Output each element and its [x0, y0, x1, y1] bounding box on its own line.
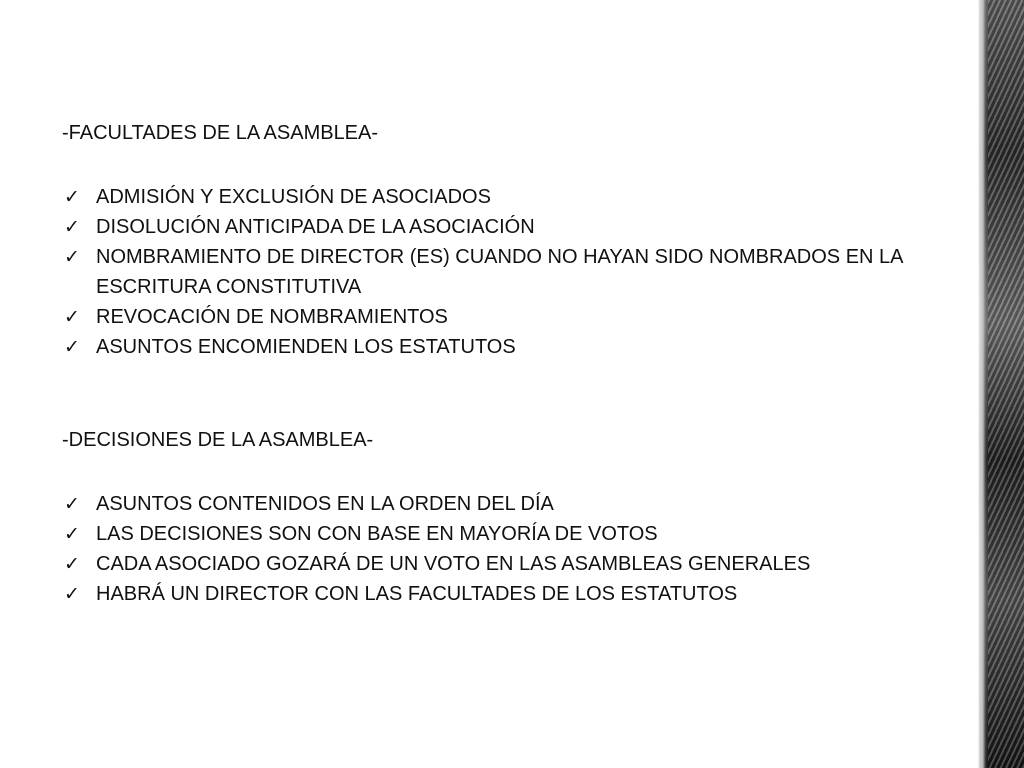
list-item-text: NOMBRAMIENTO DE DIRECTOR (ES) CUANDO NO HAYAN SIDO NOMBRADOS EN LA ESCRITURA CONSTITUTIVA	[96, 246, 903, 298]
list-item	[62, 212, 962, 242]
list-item-text: ASUNTOS ENCOMIENDEN LOS ESTATUTOS	[96, 336, 516, 358]
list-item	[62, 332, 962, 362]
check-mark-icon: ✓	[64, 523, 80, 545]
spacer	[62, 455, 962, 489]
check-mark-icon: ✓	[64, 306, 80, 328]
list-item	[62, 489, 962, 519]
check-mark-icon: ✓	[64, 493, 80, 515]
list-item	[62, 579, 962, 609]
check-mark-icon: ✓	[64, 246, 80, 268]
spacer	[62, 362, 962, 425]
section-heading-decisiones: -DECISIONES DE LA ASAMBLEA-	[62, 429, 374, 451]
spacer	[62, 148, 962, 182]
list-item-text: DISOLUCIÓN ANTICIPADA DE LA ASOCIACIÓN	[96, 216, 535, 238]
check-mark-icon: ✓	[64, 583, 80, 605]
list-item	[62, 549, 962, 579]
list-item-text: HABRÁ UN DIRECTOR CON LAS FACULTADES DE LOS ESTATUTOS	[96, 583, 738, 605]
list-item-text: REVOCACIÓN DE NOMBRAMIENTOS	[96, 306, 448, 328]
list-item	[62, 242, 962, 302]
list-item-text: ASUNTOS CONTENIDOS EN LA ORDEN DEL DÍA	[96, 493, 554, 515]
facultades-list	[62, 182, 962, 362]
check-mark-icon: ✓	[64, 216, 80, 238]
list-item	[62, 302, 962, 332]
check-mark-icon: ✓	[64, 336, 80, 358]
check-mark-icon: ✓	[64, 553, 80, 575]
check-mark-icon: ✓	[64, 186, 80, 208]
slide-content	[62, 118, 962, 609]
list-item	[62, 519, 962, 549]
decorative-edge-stripe	[978, 0, 1024, 768]
list-item-text: CADA ASOCIADO GOZARÁ DE UN VOTO EN LAS ASAMBLEAS GENERALES	[96, 553, 811, 575]
decisiones-list	[62, 489, 962, 609]
section-heading-facultades: -FACULTADES DE LA ASAMBLEA-	[62, 122, 379, 144]
list-item	[62, 182, 962, 212]
list-item-text: ADMISIÓN Y EXCLUSIÓN DE ASOCIADOS	[96, 186, 491, 208]
list-item-text: LAS DECISIONES SON CON BASE EN MAYORÍA DE VOTOS	[96, 523, 658, 545]
